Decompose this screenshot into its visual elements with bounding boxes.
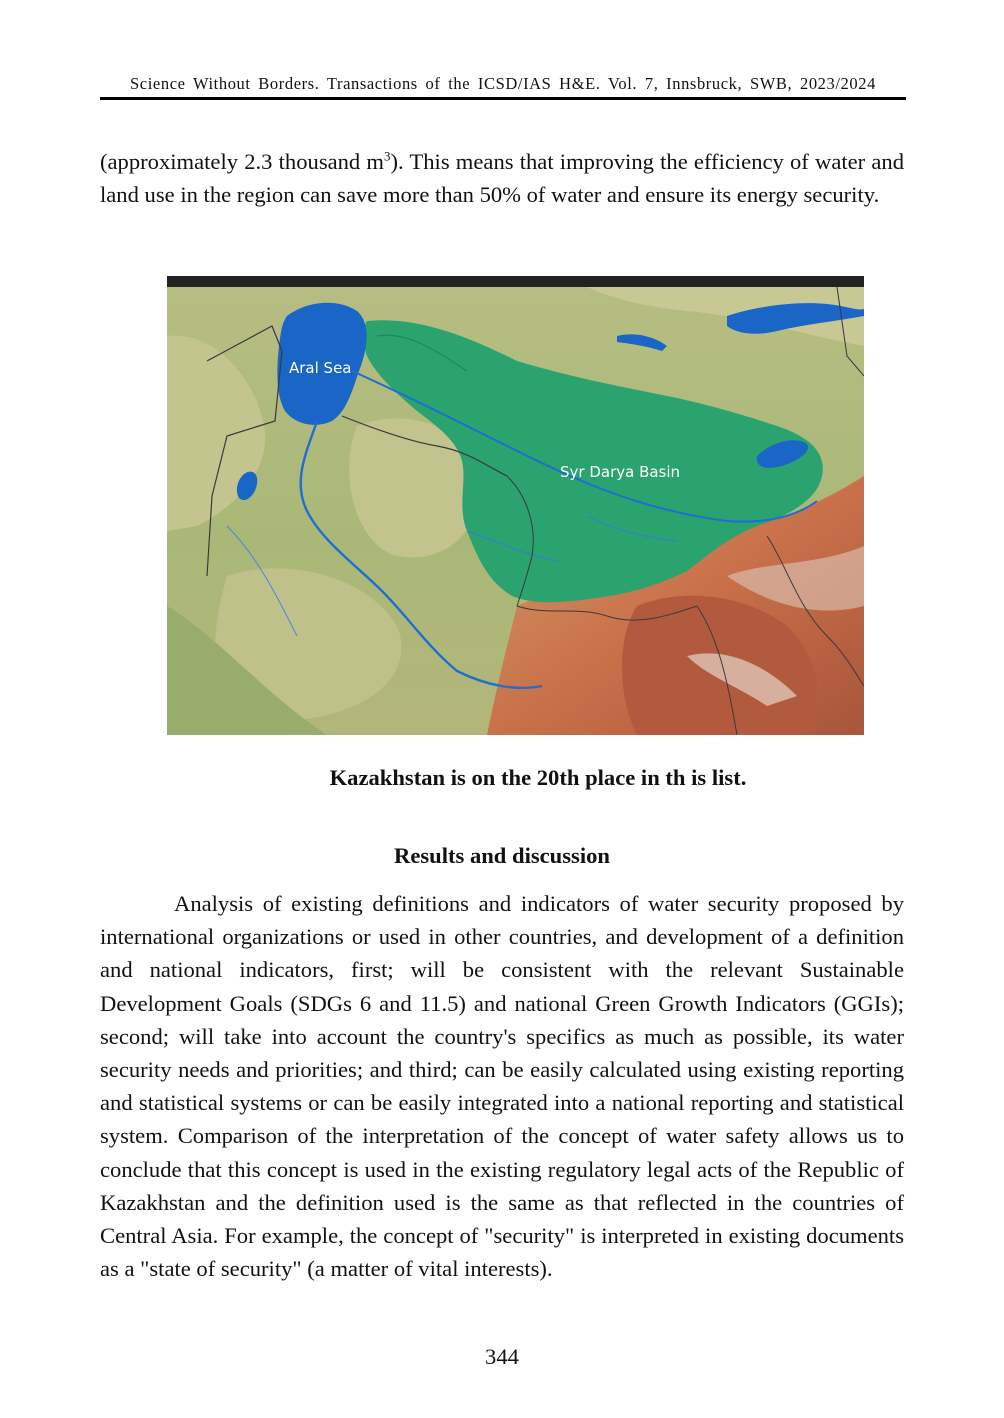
syr-darya-basin-map	[167, 276, 864, 735]
figure-caption: Kazakhstan is on the 20th place in th is list.	[329, 765, 747, 790]
intro-paragraph: (approximately 2.3 thousand $m^3$). This means that improving the efficiency of water and land use in the region can save more than 50% of water and ensure its energy security.	[100, 148, 904, 208]
syr-darya-basin-label: Syr Darya Basin	[560, 463, 681, 481]
running-header: Science Without Borders. Transactions of the ICSD/IAS H&E. Vol. 7, Innsbruck, SWB, 2023/2024	[130, 74, 876, 93]
header-rule	[100, 97, 906, 100]
section-body: Analysis of existing definitions and indicators of water security proposed by international organizations or used in other countries, and development of a definition and national indicators, first; will be consistent with the relevant Sustainable Development Goals (SDGs 6 and 11.5) and national Green Growth Indicators (GGIs); second; will take into account the country's specifics as much as possible, its water security needs and priorities; and third; can be easily calculated using existing reporting and statistical systems or can be easily integrated into a national reporting and statistical system. Comparison of the interpretation of the concept of water safety allows us to conclude that this concept is used in the existing regulatory legal acts of the Republic of Kazakhstan and the definition used is the same as that reflected in the countries of Central Asia. For example, the concept of "security" is interpreted in existing documents as a "state of security" (a matter of vital interests).	[100, 891, 904, 1282]
superscript: 3	[384, 148, 391, 164]
page-number: 344	[485, 1344, 519, 1369]
aral-sea-label: Aral Sea	[289, 359, 352, 377]
section-heading: Results and discussion	[394, 843, 610, 868]
